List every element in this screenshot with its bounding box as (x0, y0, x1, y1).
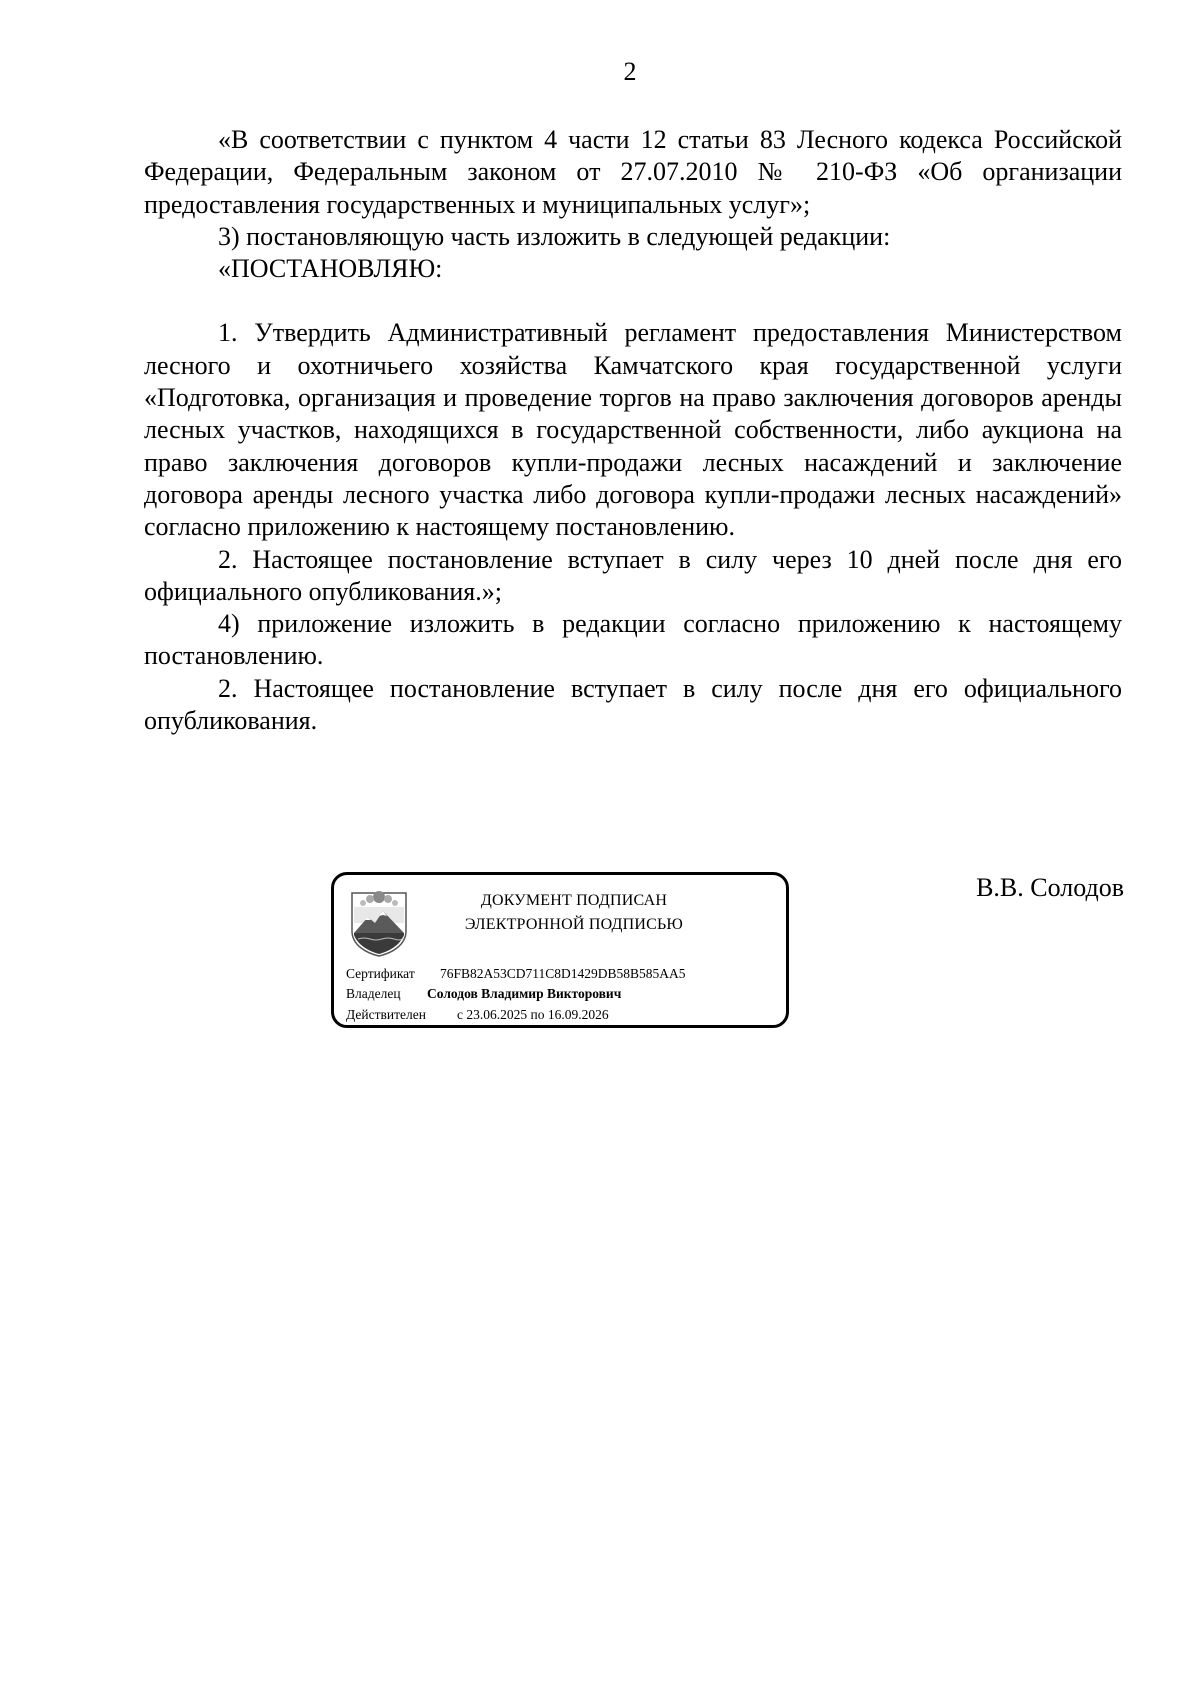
kamchatka-coat-of-arms-icon (348, 887, 410, 957)
paragraph-entry-into-force-inner: 2. Настоящее постановление вступает в силу через 10 дней после дня его официального опубликования.»; (144, 544, 1122, 606)
certificate-label: Сертификат (346, 966, 415, 981)
validity-label: Действителен (346, 1007, 426, 1022)
paragraph-approve-regulation: 1. Утвердить Административный регламент предоставления Министерством лесного и охотничьего хозяйства Камчатского края государственной услуги «Подготовка, организация и проведение торгов на право заключения договоров аренды лесных участков, находящихся в государственной собственности, либо аукциона на право заключения договоров купли-продажи лесных насаждений и заключение договора аренды лесного участка либо договора купли-продажи лесных насаждений» согласно приложению к настоящему постановлению. (144, 318, 1122, 542)
electronic-signature-stamp (331, 872, 789, 1028)
signer-name: В.В. Солодов (976, 873, 1124, 902)
stamp-validity-row (346, 1006, 609, 1024)
stamp-owner-row (346, 985, 622, 1003)
paragraph-item-4: 4) приложение изложить в редакции согласно приложению к настоящему постановлению. (144, 609, 1122, 671)
owner-label: Владелец (346, 986, 401, 1001)
page-number: 2 (623, 57, 637, 86)
paragraph-preamble: «В соответствии с пунктом 4 части 12 статьи 83 Лесного кодекса Российской Федерации, Федеральным законом от 27.07.2010 № 210-ФЗ «Об организации предоставления государственных и муниципальных услуг»; (144, 125, 1122, 219)
stamp-title (424, 889, 724, 937)
stamp-title-line1: ДОКУМЕНТ ПОДПИСАН (480, 892, 668, 909)
paragraph-postanovlyayu: «ПОСТАНОВЛЯЮ: (218, 254, 443, 284)
paragraph-item-3: 3) постановляющую часть изложить в следующей редакции: (218, 221, 891, 251)
validity-value: с 23.06.2025 по 16.09.2026 (457, 1007, 609, 1022)
stamp-certificate-row (346, 965, 686, 983)
owner-value: Солодов Владимир Викторович (427, 986, 622, 1001)
document-body (144, 124, 1122, 737)
paragraph-entry-into-force: 2. Настоящее постановление вступает в силу после дня его официального опубликования. (144, 673, 1122, 736)
stamp-title-line2: ЭЛЕКТРОННОЙ ПОДПИСЬЮ (464, 916, 684, 933)
certificate-value: 76FB82A53CD711C8D1429DB58B585AA5 (440, 966, 686, 981)
